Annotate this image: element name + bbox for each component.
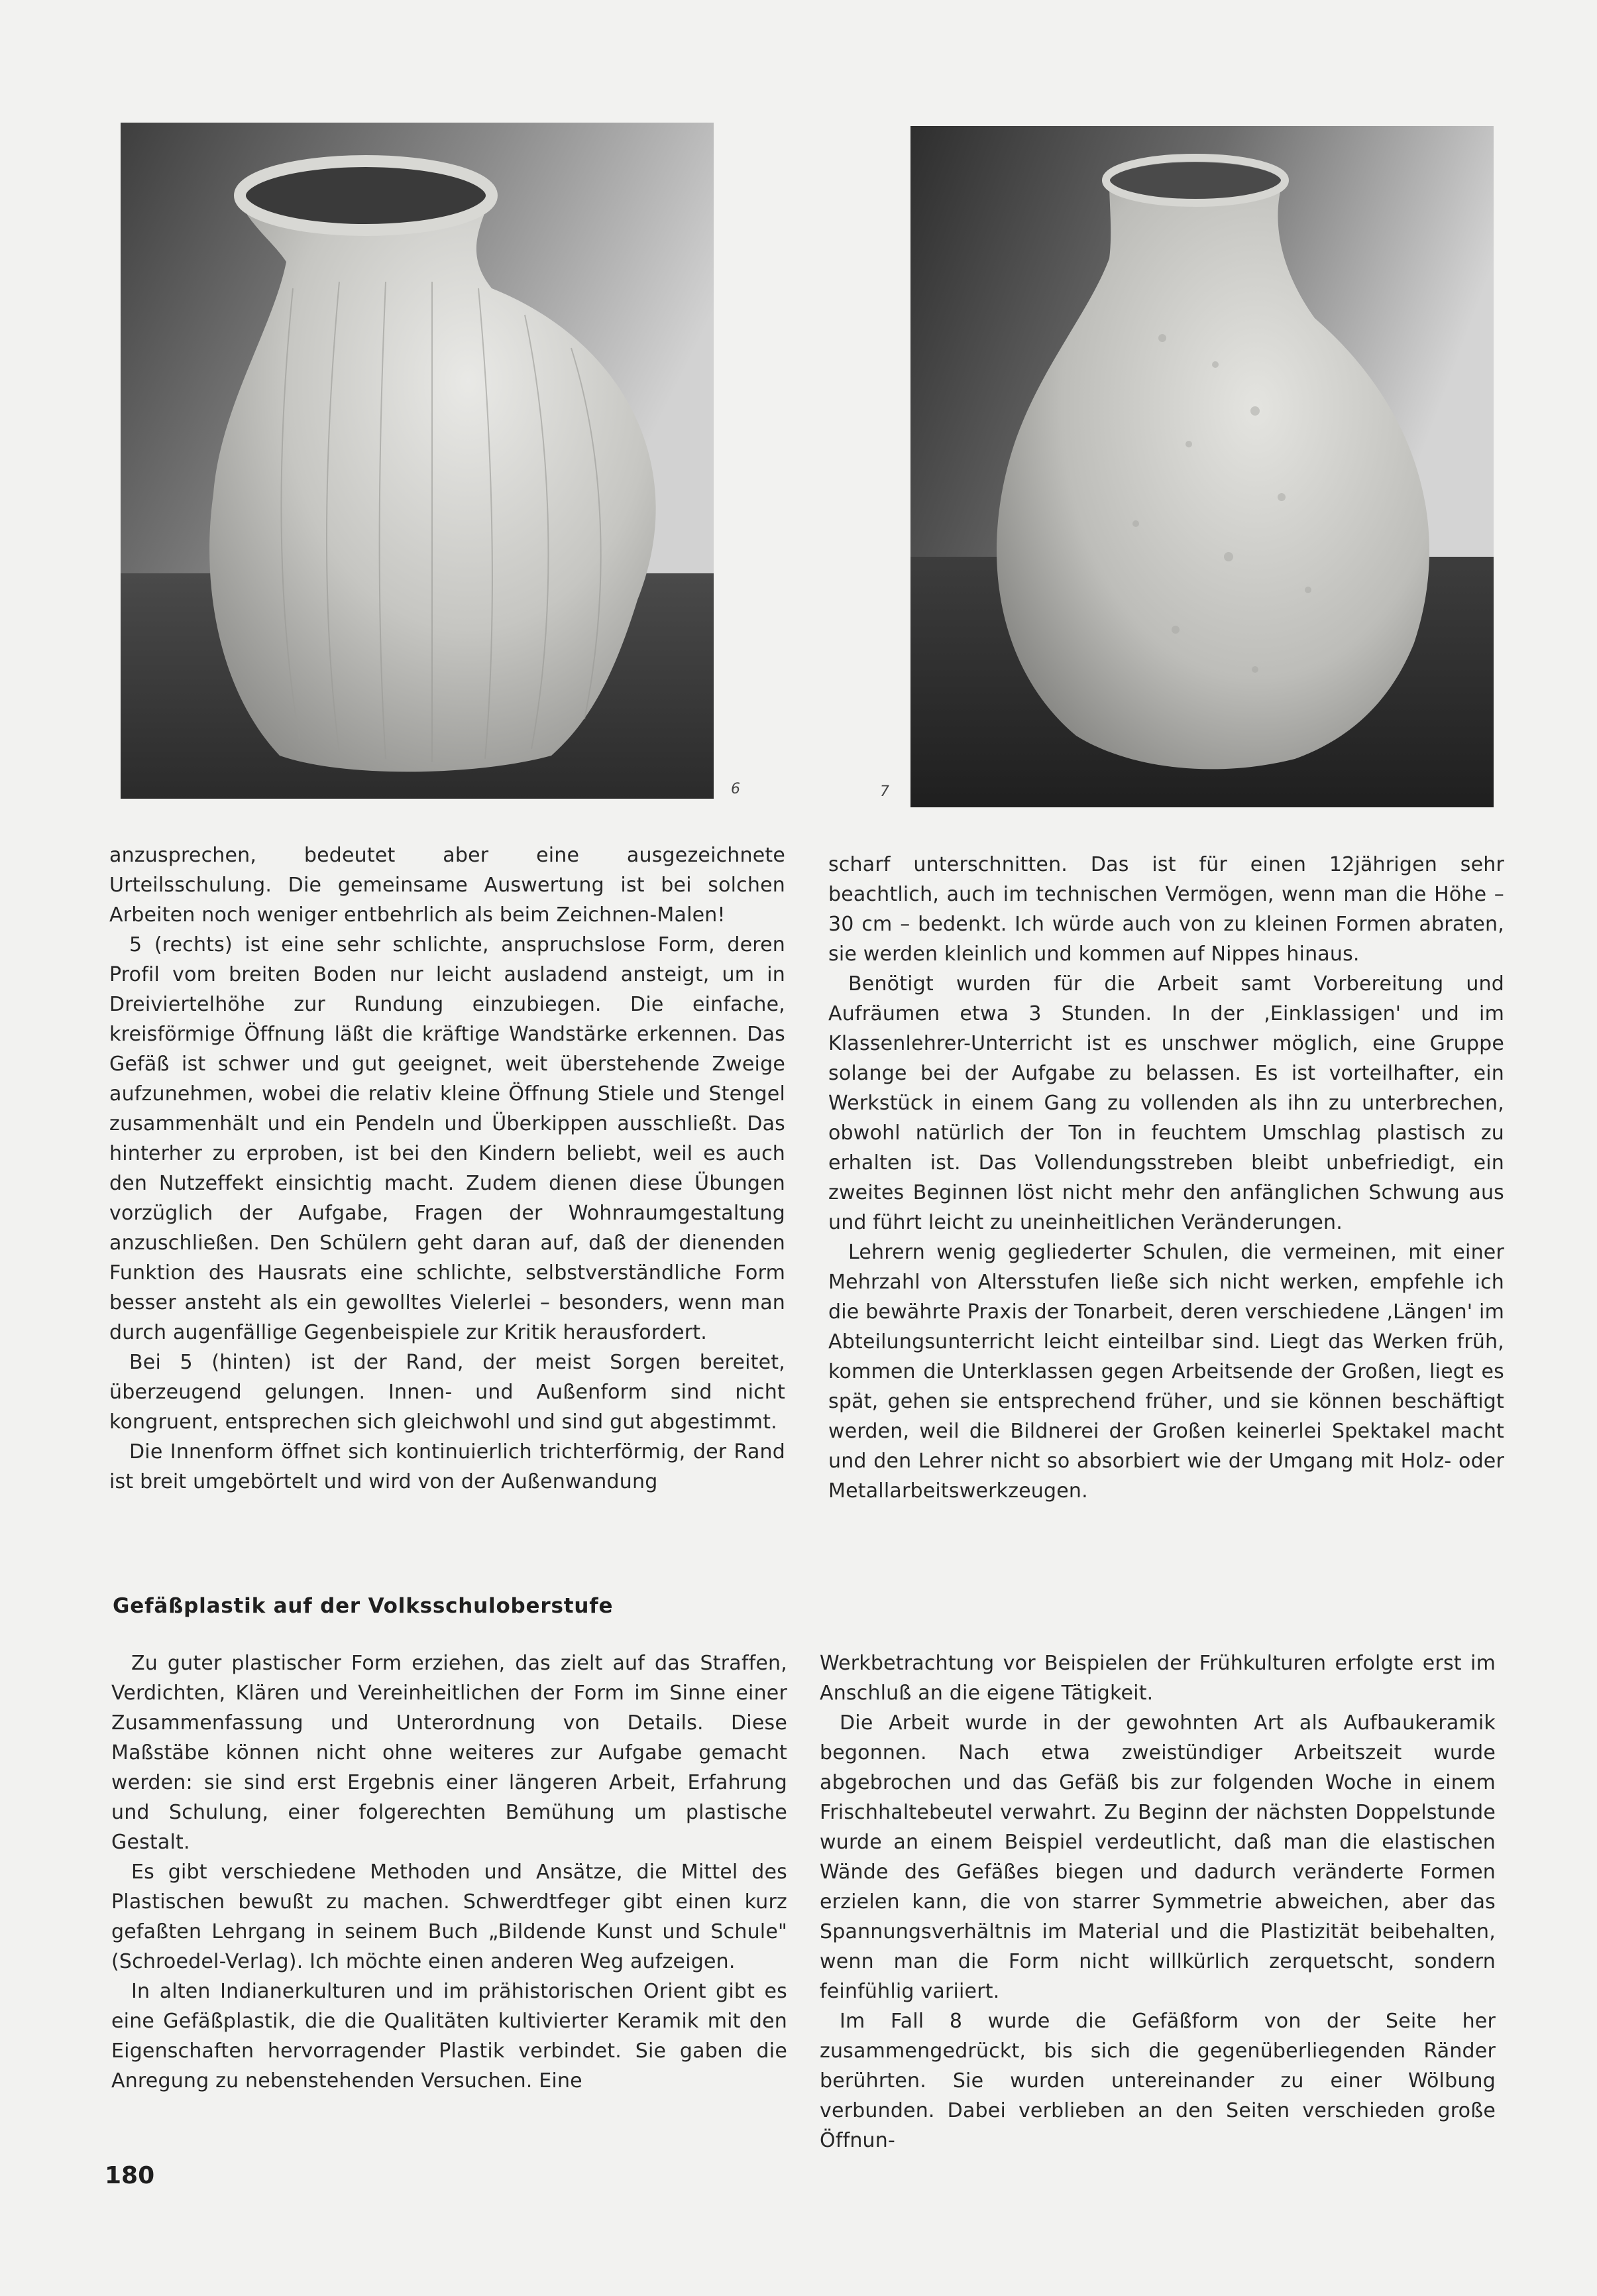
top-right-column bbox=[828, 850, 1504, 1506]
paragraph: In alten Indianerkulturen und im prähistorischen Orient gibt es eine Gefäßplastik, die die Qualitäten kultivierter Keramik mit den Eigenschaften hervorragender Plastik verbindet. Sie gaben die Anregung zu nebenstehenden Versuchen. Eine bbox=[111, 1980, 787, 2093]
paragraph: Zu guter plastischer Form erziehen, das zielt auf das Straffen, Verdichten, Klären und Vereinheitlichen der Form im Sinne einer Zusammenfassung und Unterordnung von Details. Diese Maßstäbe können nicht ohne weiteres zur Aufgabe gemacht werden: sie sind erst Ergebnis einer längeren Arbeit, Erfahrung und Schulung, einer folgerechten Bemühung um plastische Gestalt. bbox=[111, 1652, 787, 1854]
paragraph: Lehrern wenig gegliederter Schulen, die vermeinen, mit einer Mehrzahl von Altersstufen ließe sich nicht werken, empfehle ich die bewährte Praxis der Tonarbeit, deren verschiedene ‚Längen' im Abteilungsunterricht leicht einteilbar sind. Liegt das Werken früh, kommen die Unterklassen gegen Arbeitsende der Großen, liegt es spät, gehen sie entsprechend früher, und sie können beschäftigt werden, weil die Bildnerei der Großen keinerlei Spektakel macht und den Lehrer nicht so absorbiert wie der Umgang mit Holz- oder Metallarbeitswerkzeugen. bbox=[828, 1241, 1504, 1503]
bottom-left-column bbox=[111, 1648, 787, 2096]
paragraph: anzusprechen, bedeutet aber eine ausgezeichnete Urteilsschulung. Die gemeinsame Auswertung ist bei solchen Arbeiten noch weniger entbehrlich als beim Zeichnen-Malen! bbox=[109, 844, 785, 927]
figure-number-6: 6 bbox=[731, 781, 740, 797]
bottom-right-column bbox=[820, 1648, 1496, 2155]
paragraph: 5 (rechts) ist eine sehr schlichte, anspruchslose Form, deren Profil vom breiten Boden nur leicht ausladend ansteigt, um in Dreiviertelhöhe zur Rundung einzubiegen. Die einfache, kreisförmige Öffnung läßt die kräftige Wandstärke erkennen. Das Gefäß ist schwer und gut geeignet, weit überstehende Zweige aufzunehmen, wobei die relativ kleine Öffnung Stiele und Stengel zusammenhält und ein Pendeln und Überkippen ausschließt. Das hinterher zu erproben, ist bei den Kindern beliebt, weil es auch den Nutzeffekt einsichtig macht. Zudem dienen diese Übungen vorzüglich der Aufgabe, Fragen der Wohnraumgestaltung anzuschließen. Den Schülern geht daran auf, daß der dienenden Funktion des Hausrats eine schlichte, selbstverständliche Form besser ansteht als ein gewolltes Vielerlei – besonders, wenn man durch augenfällige Gegenbeispiele zur Kritik herausfordert. bbox=[109, 933, 785, 1344]
paragraph: Bei 5 (hinten) ist der Rand, der meist Sorgen bereitet, überzeugend gelungen. Innen- und Außenform sind nicht kongruent, entsprechen sich gleichwohl und sind gut abgestimmt. bbox=[109, 1351, 785, 1434]
photo-figure-7 bbox=[910, 126, 1494, 807]
vase-photo-6-image bbox=[121, 123, 714, 799]
paragraph: Es gibt verschiedene Methoden und Ansätze, die Mittel des Plastischen bewußt zu machen. Schwerdtfeger gibt einen kurz gefaßten Lehrgang in seinem Buch „Bildende Kunst und Schule" (Schroedel-Verlag). Ich möchte einen anderen Weg aufzeigen. bbox=[111, 1861, 787, 1973]
paragraph: scharf unterschnitten. Das ist für einen 12jährigen sehr beachtlich, auch im technischen Vermögen, wenn man die Höhe – 30 cm – bedenkt. Ich würde auch von zu kleinen Formen abraten, sie werden kleinlich und kommen auf Nippes hinaus. bbox=[828, 853, 1504, 966]
page-number: 180 bbox=[105, 2162, 155, 2189]
photo-figure-6 bbox=[121, 123, 714, 799]
figure-number-7: 7 bbox=[880, 783, 889, 800]
paragraph: Die Innenform öffnet sich kontinuierlich trichterförmig, der Rand ist breit umgebörtelt und wird von der Außenwandung bbox=[109, 1440, 785, 1493]
top-left-column bbox=[109, 840, 785, 1497]
paragraph: Benötigt wurden für die Arbeit samt Vorbereitung und Aufräumen etwa 3 Stunden. In der ‚Einklassigen' und im Klassenlehrer-Unterricht ist es unschwer möglich, eine Gruppe solange bei der Aufgabe zu belassen. Es ist vorteilhafter, ein Werkstück in einem Gang zu vollenden als ihn zu unterbrechen, obwohl natürlich der Ton in feuchtem Umschlag plastisch zu erhalten ist. Das Vollendungsstreben bleibt unbefriedigt, ein zweites Beginnen löst nicht mehr den anfänglichen Schwung aus und führt leicht zu uneinheitlichen Veränderungen. bbox=[828, 972, 1504, 1234]
paragraph: Werkbetrachtung vor Beispielen der Frühkulturen erfolgte erst im Anschluß an die eigene Tätigkeit. bbox=[820, 1652, 1496, 1705]
vase-photo-7-image bbox=[910, 126, 1494, 807]
paragraph: Die Arbeit wurde in der gewohnten Art als Aufbaukeramik begonnen. Nach etwa zweistündiger Arbeitszeit wurde abgebrochen und das Gefäß bis zur folgenden Woche in einem Frischhaltebeutel verwahrt. Zu Beginn der nächsten Doppelstunde wurde an einem Beispiel verdeutlicht, daß man die elastischen Wände des Gefäßes biegen und dadurch veränderte Formen erzielen kann, die von starrer Symmetrie abweichen, aber das Spannungsverhältnis im Material und die Plastizität beibehalten, wenn man die Form nicht willkürlich zerquetscht, sondern feinfühlig variiert. bbox=[820, 1711, 1496, 2003]
paragraph: Im Fall 8 wurde die Gefäßform von der Seite her zusammengedrückt, bis sich die gegenüberliegenden Ränder berührten. Sie wurden untereinander zu einer Wölbung verbunden. Dabei verblieben an den Seiten verschieden große Öffnun- bbox=[820, 2010, 1496, 2152]
section-heading: Gefäßplastik auf der Volksschuloberstufe bbox=[113, 1594, 614, 1618]
